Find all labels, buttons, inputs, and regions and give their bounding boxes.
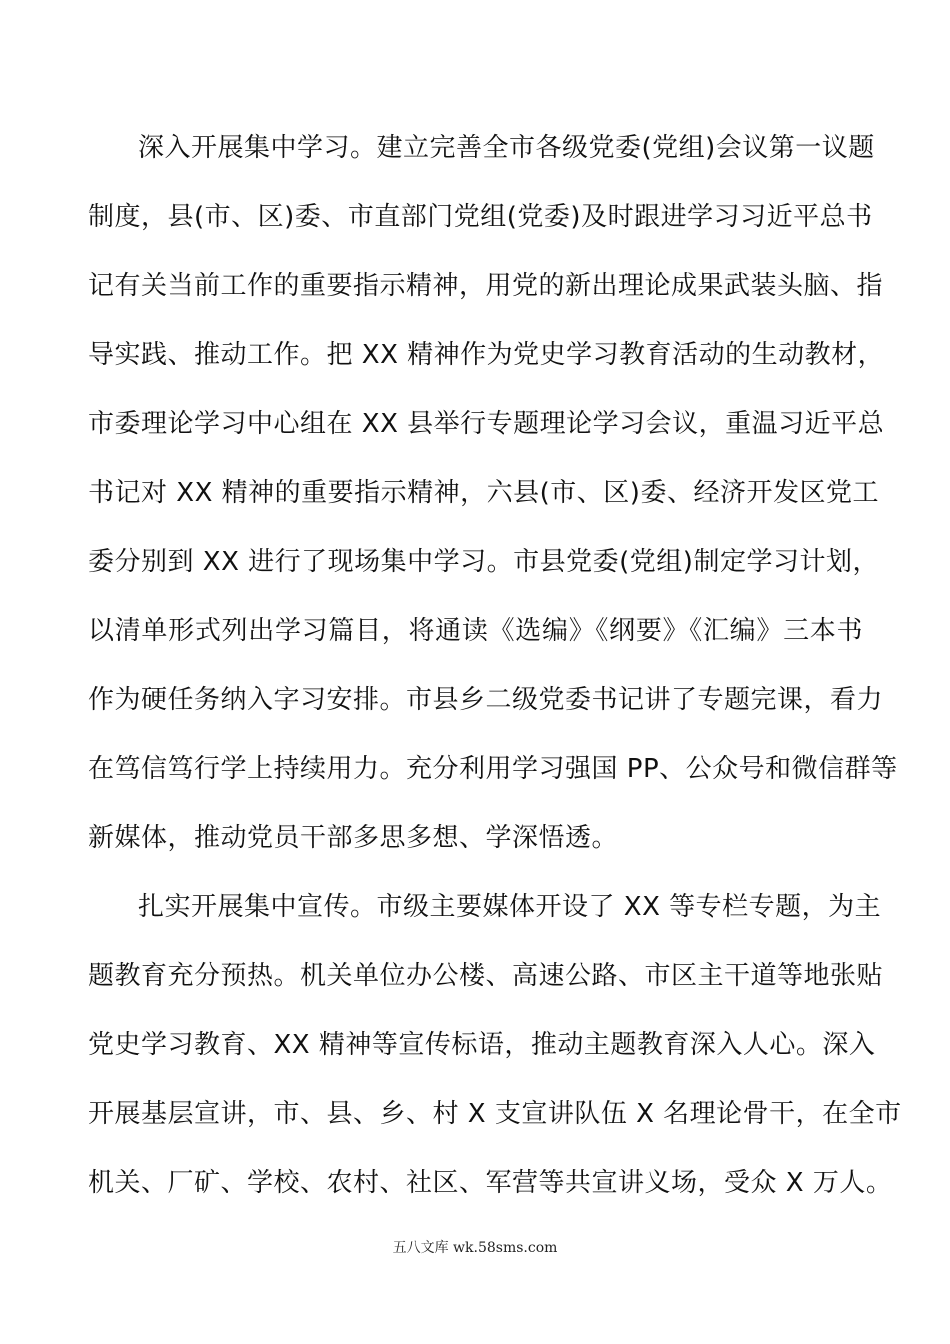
paragraph-2-line-3: 党史学习教育、XX 精神等宣传标语，推动主题教育深入人心。深入 — [88, 1030, 876, 1060]
paragraph-2-line-1: 扎实开展集中宣传。市级主要媒体开设了 XX 等专栏专题，为主 — [138, 892, 882, 922]
paragraph-2-line-4: 开展基层宣讲，市、县、乡、村 X 支宣讲队伍 X 名理论骨干，在全市 — [88, 1099, 902, 1129]
paragraph-1-line-11: 新媒体，推动党员干部多思多想、学深悟透。 — [88, 823, 619, 853]
paragraph-1-line-10: 在笃信笃行学上持续用力。充分利用学习强国 PP、公众号和微信群等 — [88, 754, 898, 784]
paragraph-1-line-6: 书记对 XX 精神的重要指示精神，六县(市、区)委、经济开发区党工 — [88, 478, 879, 508]
paragraph-2-line-5: 机关、厂矿、学校、农村、社区、军营等共宣讲义场，受众 X 万人。 — [88, 1168, 893, 1198]
paragraph-2-line-2: 题教育充分预热。机关单位办公楼、高速公路、市区主干道等地张贴 — [88, 961, 884, 991]
paragraph-1-line-7: 委分别到 XX 进行了现场集中学习。市县党委(党组)制定学习计划， — [88, 547, 879, 577]
paragraph-1-line-2: 制度，县(市、区)委、市直部门党组(党委)及时跟进学习习近平总书 — [88, 202, 873, 232]
paragraph-1-line-4: 导实践、推动工作。把 XX 精神作为党史学习教育活动的生动教材， — [88, 340, 885, 370]
paragraph-1-line-9: 作为硬任务纳入字习安排。市县乡二级党委书记讲了专题完课，看力 — [88, 685, 884, 715]
paragraph-1-line-3: 记有关当前工作的重要指示精神，用党的新出理论成果武装头脑、指 — [88, 271, 884, 301]
page-footer: 五八文库 wk.58sms.com — [392, 1240, 558, 1256]
paragraph-1-line-1: 深入开展集中学习。建立完善全市各级党委(党组)会议第一议题 — [138, 133, 875, 163]
paragraph-1-line-8: 以清单形式列出学习篇目，将通读《选编》《纲要》《汇编》三本书 — [88, 616, 863, 646]
paragraph-1-line-5: 市委理论学习中心组在 XX 县举行专题理论学习会议，重温习近平总 — [88, 409, 885, 439]
